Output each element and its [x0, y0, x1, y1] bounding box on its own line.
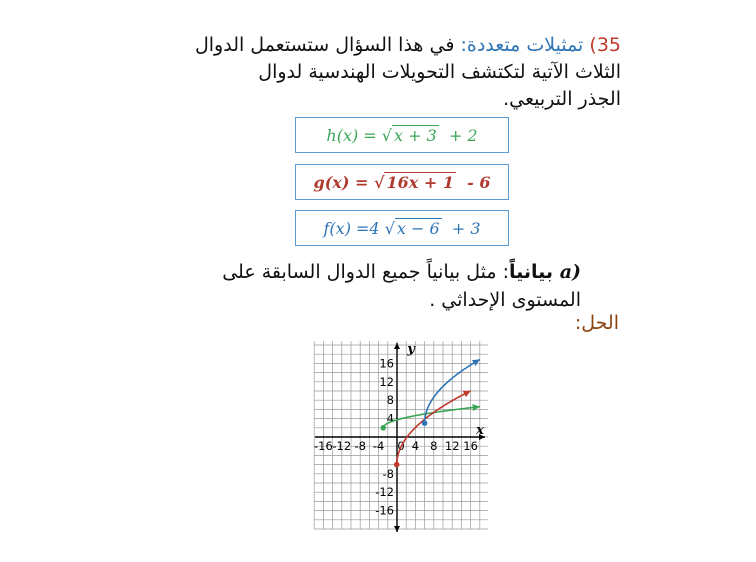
part-a-text-line2: المستوى الإحداثي .	[429, 289, 581, 311]
function-f-var: x	[335, 218, 345, 238]
function-g-name: g	[313, 172, 325, 192]
graph-tick-labels	[314, 342, 484, 518]
graph-grid	[314, 341, 488, 529]
function-h-arrow	[472, 403, 480, 411]
problem-statement	[161, 32, 621, 113]
x-tick-label: 16	[463, 439, 478, 453]
function-g-radicand: 16x + 1	[386, 173, 454, 192]
y-tick-label: 16	[379, 356, 394, 371]
problem-text-line1: في هذا السؤال ستستعمل الدوال	[194, 34, 455, 56]
x-tick-label: -12	[332, 439, 352, 453]
y-tick-label: 12	[379, 374, 394, 389]
function-h-var: x	[342, 125, 352, 145]
x-tick-label: 8	[430, 439, 438, 453]
solution-label: الحل:	[574, 312, 619, 334]
function-g-box: g ( x ) = √ 16x + 1 - 6	[295, 164, 509, 200]
function-f-radicand: x − 6	[396, 219, 440, 238]
function-f-constant: + 3	[451, 218, 481, 238]
x-axis-label: x	[476, 423, 484, 438]
part-a-title: بيانياً	[509, 261, 554, 283]
y-tick-label: 8	[386, 393, 394, 408]
function-h-box: h ( x ) = √ x + 3 + 2	[295, 117, 509, 153]
x-tick-label: 12	[444, 439, 460, 453]
x-tick-label: 4	[411, 439, 420, 453]
problem-text-line3: الجذر التربيعي.	[503, 88, 621, 110]
function-f-coefficient: 4	[369, 218, 380, 238]
part-a-label: a)	[559, 261, 581, 283]
function-g-constant: - 6	[467, 172, 491, 192]
function-h-name: h	[326, 125, 337, 145]
function-g-start-point	[394, 462, 400, 468]
coordinate-graph	[312, 341, 488, 534]
problem-number: 35)	[589, 34, 621, 56]
part-a-statement	[161, 258, 581, 314]
y-tick-label: -12	[375, 485, 394, 500]
part-a-text: : مثل بيانياً جميع الدوال السابقة على	[222, 261, 509, 283]
function-g-var: x	[332, 172, 342, 192]
function-h-constant: + 2	[448, 125, 478, 145]
function-f-box: f ( x ) = 4 √ x − 6 + 3	[295, 210, 509, 246]
y-tick-label: -8	[382, 466, 394, 481]
problem-topic: تمثيلات متعددة:	[460, 34, 584, 56]
y-tick-label: -16	[375, 503, 394, 518]
function-f-start-point	[422, 420, 428, 426]
x-tick-label: -8	[354, 439, 366, 453]
y-axis-label: y	[407, 342, 415, 357]
y-tick-label: 4	[386, 411, 394, 426]
x-tick-label: 0	[397, 439, 405, 453]
problem-text-line2: الثلاث الآتية لتكتشف التحويلات الهندسية لدوال	[258, 61, 621, 83]
function-f-name: f	[323, 218, 330, 238]
x-tick-label: -4	[372, 439, 385, 453]
graph-axes	[312, 343, 485, 532]
function-h-start-point	[380, 425, 386, 431]
function-h-radicand: x + 3	[393, 126, 437, 145]
y-axis-arrow-top	[394, 343, 400, 349]
x-tick-label: -16	[314, 439, 333, 453]
